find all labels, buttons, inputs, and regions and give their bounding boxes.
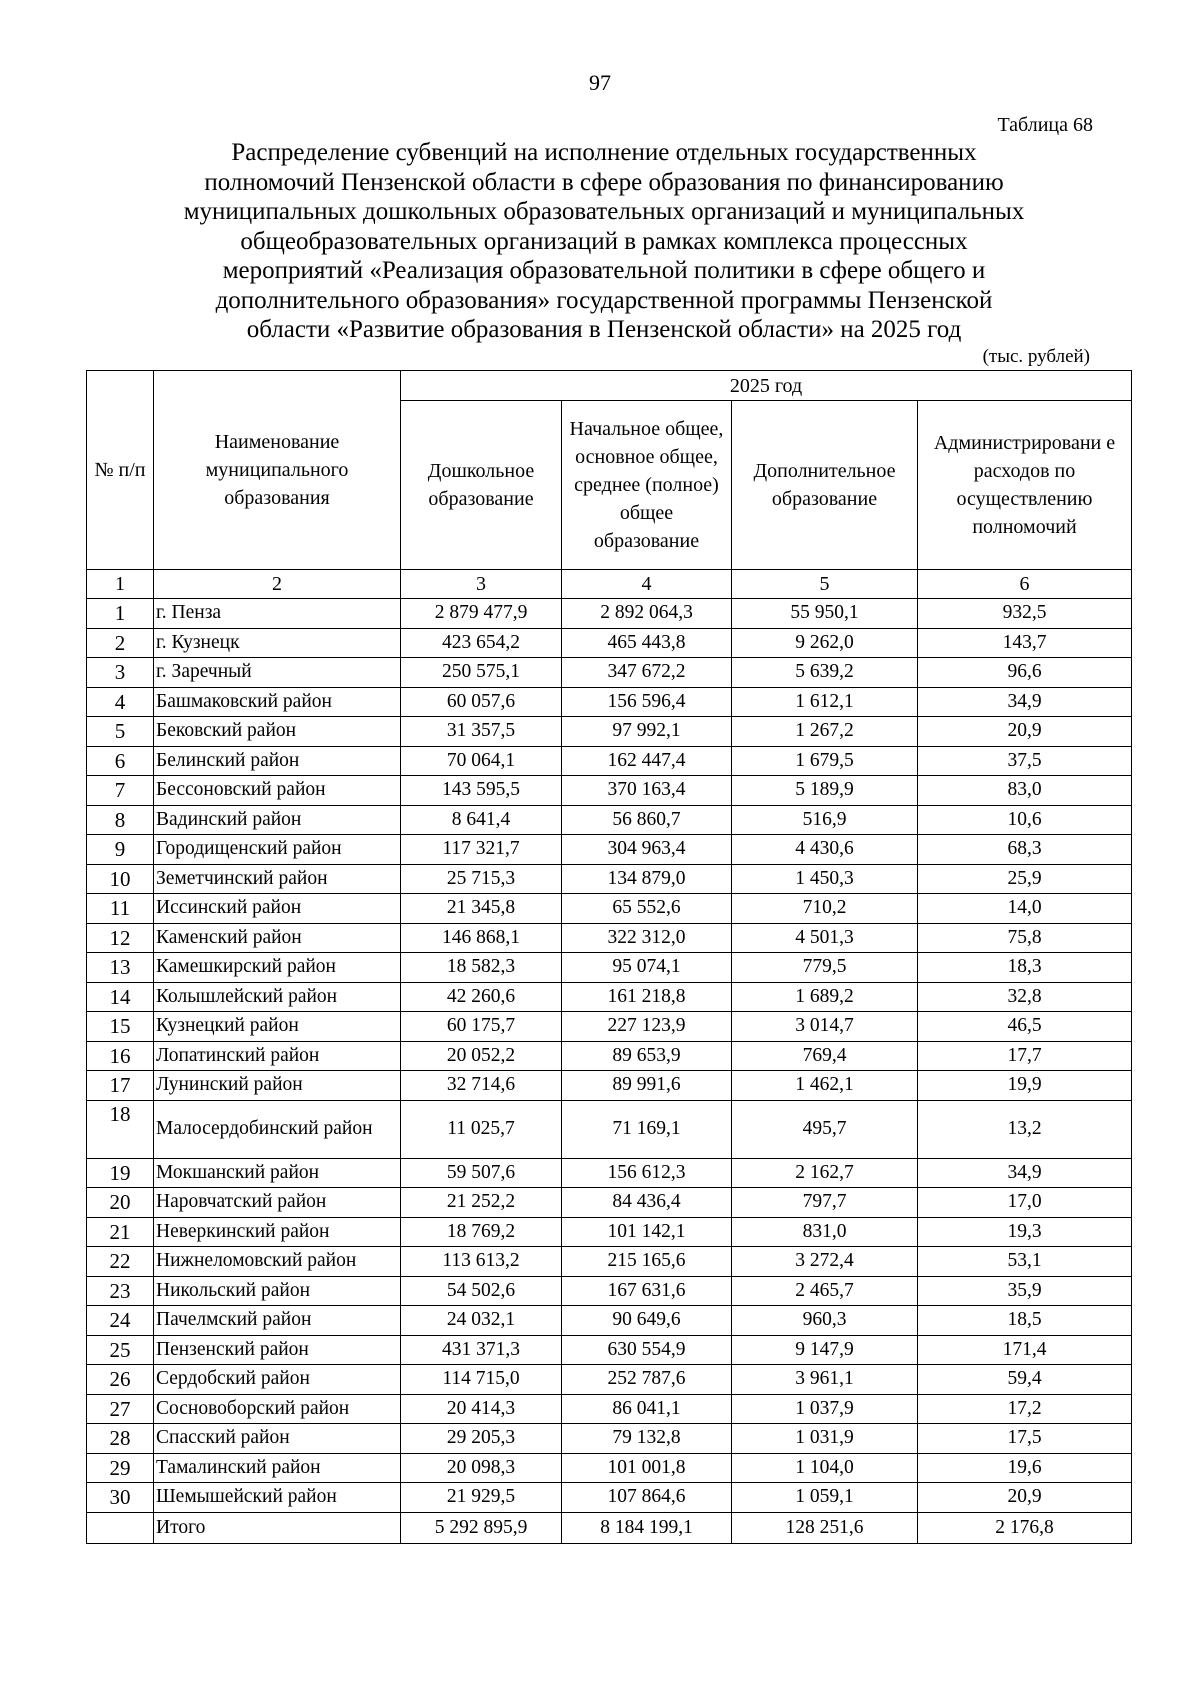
- municipality-name: Пачелмский район: [154, 1306, 401, 1336]
- row-number: 24: [87, 1306, 154, 1336]
- column-number: 6: [918, 570, 1132, 599]
- column-number: 4: [562, 570, 732, 599]
- additional-value: 9 262,0: [732, 628, 918, 658]
- table-row: [87, 982, 1132, 1012]
- row-number: 9: [87, 835, 154, 865]
- total-label: Итого: [154, 1512, 401, 1543]
- administration-value: 18,3: [918, 953, 1132, 983]
- general-value: 95 074,1: [562, 953, 732, 983]
- table-row: [87, 746, 1132, 776]
- general-value: 347 672,2: [562, 658, 732, 688]
- header-name: Наименование муниципального образования: [154, 371, 401, 570]
- additional-value: 2 162,7: [732, 1158, 918, 1188]
- document-title: [88, 138, 1120, 345]
- row-number: 17: [87, 1071, 154, 1101]
- preschool-value: 54 502,6: [401, 1276, 562, 1306]
- administration-value: 34,9: [918, 1158, 1132, 1188]
- municipality-name: Неверкинский район: [154, 1217, 401, 1247]
- general-value: 107 864,6: [562, 1483, 732, 1513]
- municipality-name: Тамалинский район: [154, 1453, 401, 1483]
- title-line: Распределение субвенций на исполнение отдельных государственных: [231, 139, 977, 166]
- municipality-name: Лунинский район: [154, 1071, 401, 1101]
- administration-value: 96,6: [918, 658, 1132, 688]
- additional-value: 1 612,1: [732, 687, 918, 717]
- municipality-name: Наровчатский район: [154, 1188, 401, 1218]
- general-value: 134 879,0: [562, 864, 732, 894]
- row-number: 23: [87, 1276, 154, 1306]
- table-row: [87, 1394, 1132, 1424]
- additional-value: 4 430,6: [732, 835, 918, 865]
- additional-value: 495,7: [732, 1100, 918, 1158]
- additional-value: 960,3: [732, 1306, 918, 1336]
- title-line: области «Развитие образования в Пензенской области» на 2025 год: [246, 316, 962, 343]
- preschool-value: 113 613,2: [401, 1247, 562, 1277]
- title-line: общеобразовательных организаций в рамках комплекса процессных: [240, 227, 968, 255]
- table-row: [87, 953, 1132, 983]
- municipality-name: г. Пенза: [154, 599, 401, 629]
- column-number: 2: [154, 570, 401, 599]
- table-row: [87, 1424, 1132, 1454]
- municipality-name: Бессоновский район: [154, 776, 401, 806]
- municipality-name: Никольский район: [154, 1276, 401, 1306]
- municipality-name: Белинский район: [154, 746, 401, 776]
- administration-value: 83,0: [918, 776, 1132, 806]
- table-row: [87, 628, 1132, 658]
- title-line: мероприятий «Реализация образовательной политики в сфере общего и: [222, 257, 986, 284]
- header-row-year: [87, 371, 1132, 401]
- row-number: 5: [87, 717, 154, 747]
- column-number: 1: [87, 570, 154, 599]
- general-value: 630 554,9: [562, 1335, 732, 1365]
- units-note: (тыс. рублей): [982, 346, 1090, 367]
- preschool-value: 60 175,7: [401, 1012, 562, 1042]
- administration-value: 46,5: [918, 1012, 1132, 1042]
- additional-value: 3 272,4: [732, 1247, 918, 1277]
- row-number: 11: [87, 894, 154, 924]
- administration-value: 932,5: [918, 599, 1132, 629]
- preschool-value: 2 879 477,9: [401, 599, 562, 629]
- administration-value: 53,1: [918, 1247, 1132, 1277]
- general-value: 89 653,9: [562, 1041, 732, 1071]
- row-number: 10: [87, 864, 154, 894]
- row-number: 2: [87, 628, 154, 658]
- municipality-name: г. Кузнецк: [154, 628, 401, 658]
- table-row: [87, 1041, 1132, 1071]
- additional-value: 3 014,7: [732, 1012, 918, 1042]
- title-line: муниципальных дошкольных образовательных организаций и муниципальных: [183, 198, 1025, 225]
- table-row: [87, 776, 1132, 806]
- total-num-cell: [87, 1512, 154, 1543]
- municipality-name: Городищенский район: [154, 835, 401, 865]
- administration-value: 10,6: [918, 805, 1132, 835]
- municipality-name: Сердобский район: [154, 1365, 401, 1395]
- total-administration: 2 176,8: [918, 1512, 1132, 1543]
- general-value: 79 132,8: [562, 1424, 732, 1454]
- row-number: 25: [87, 1335, 154, 1365]
- row-number: 28: [87, 1424, 154, 1454]
- table-label: Таблица 68: [997, 114, 1093, 136]
- general-value: 252 787,6: [562, 1365, 732, 1395]
- administration-value: 13,2: [918, 1100, 1132, 1158]
- general-value: 101 142,1: [562, 1217, 732, 1247]
- preschool-value: 250 575,1: [401, 658, 562, 688]
- preschool-value: 117 321,7: [401, 835, 562, 865]
- row-number: 22: [87, 1247, 154, 1277]
- preschool-value: 21 345,8: [401, 894, 562, 924]
- total-row: [87, 1512, 1132, 1543]
- municipality-name: Камешкирский район: [154, 953, 401, 983]
- municipality-name: Иссинский район: [154, 894, 401, 924]
- administration-value: 19,3: [918, 1217, 1132, 1247]
- row-number: 1: [87, 599, 154, 629]
- table-row: [87, 1188, 1132, 1218]
- municipality-name: Малосердобинский район: [154, 1100, 401, 1158]
- header-general: Начальное общее, основное общее, среднее (полное) общее образование: [562, 401, 732, 570]
- table-row: [87, 1247, 1132, 1277]
- table-row: [87, 1217, 1132, 1247]
- municipality-name: Земетчинский район: [154, 864, 401, 894]
- additional-value: 1 450,3: [732, 864, 918, 894]
- administration-value: 17,2: [918, 1394, 1132, 1424]
- row-number: 20: [87, 1188, 154, 1218]
- total-preschool: 5 292 895,9: [401, 1512, 562, 1543]
- table-row: [87, 687, 1132, 717]
- administration-value: 34,9: [918, 687, 1132, 717]
- general-value: 167 631,6: [562, 1276, 732, 1306]
- preschool-value: 20 052,2: [401, 1041, 562, 1071]
- row-number: 27: [87, 1394, 154, 1424]
- municipality-name: Пензенский район: [154, 1335, 401, 1365]
- row-number: 30: [87, 1483, 154, 1513]
- additional-value: 1 689,2: [732, 982, 918, 1012]
- row-number: 4: [87, 687, 154, 717]
- municipality-name: Шемышейский район: [154, 1483, 401, 1513]
- header-additional: Дополнительное образование: [732, 401, 918, 570]
- table-row: [87, 599, 1132, 629]
- table-row: [87, 805, 1132, 835]
- administration-value: 18,5: [918, 1306, 1132, 1336]
- additional-value: 9 147,9: [732, 1335, 918, 1365]
- additional-value: 1 104,0: [732, 1453, 918, 1483]
- preschool-value: 423 654,2: [401, 628, 562, 658]
- general-value: 84 436,4: [562, 1188, 732, 1218]
- general-value: 2 892 064,3: [562, 599, 732, 629]
- preschool-value: 18 769,2: [401, 1217, 562, 1247]
- general-value: 101 001,8: [562, 1453, 732, 1483]
- row-number: 18: [87, 1100, 154, 1158]
- additional-value: 2 465,7: [732, 1276, 918, 1306]
- subsidy-table: [86, 370, 1132, 1544]
- municipality-name: Нижнеломовский район: [154, 1247, 401, 1277]
- general-value: 97 992,1: [562, 717, 732, 747]
- administration-value: 32,8: [918, 982, 1132, 1012]
- administration-value: 171,4: [918, 1335, 1132, 1365]
- total-additional: 128 251,6: [732, 1512, 918, 1543]
- administration-value: 35,9: [918, 1276, 1132, 1306]
- preschool-value: 21 929,5: [401, 1483, 562, 1513]
- preschool-value: 31 357,5: [401, 717, 562, 747]
- row-number: 21: [87, 1217, 154, 1247]
- additional-value: 55 950,1: [732, 599, 918, 629]
- general-value: 322 312,0: [562, 923, 732, 953]
- general-value: 89 991,6: [562, 1071, 732, 1101]
- table-row: [87, 1012, 1132, 1042]
- preschool-value: 59 507,6: [401, 1158, 562, 1188]
- preschool-value: 114 715,0: [401, 1365, 562, 1395]
- table-row: [87, 658, 1132, 688]
- preschool-value: 29 205,3: [401, 1424, 562, 1454]
- preschool-value: 431 371,3: [401, 1335, 562, 1365]
- row-number: 14: [87, 982, 154, 1012]
- general-value: 215 165,6: [562, 1247, 732, 1277]
- additional-value: 516,9: [732, 805, 918, 835]
- table-row: [87, 717, 1132, 747]
- municipality-name: Башмаковский район: [154, 687, 401, 717]
- row-number: 26: [87, 1365, 154, 1395]
- general-value: 65 552,6: [562, 894, 732, 924]
- administration-value: 17,7: [918, 1041, 1132, 1071]
- administration-value: 14,0: [918, 894, 1132, 924]
- preschool-value: 42 260,6: [401, 982, 562, 1012]
- additional-value: 1 031,9: [732, 1424, 918, 1454]
- column-number-row: [87, 570, 1132, 599]
- municipality-name: Мокшанский район: [154, 1158, 401, 1188]
- administration-value: 20,9: [918, 1483, 1132, 1513]
- preschool-value: 20 414,3: [401, 1394, 562, 1424]
- header-num: № п/п: [87, 371, 154, 570]
- administration-value: 20,9: [918, 717, 1132, 747]
- preschool-value: 60 057,6: [401, 687, 562, 717]
- general-value: 161 218,8: [562, 982, 732, 1012]
- preschool-value: 18 582,3: [401, 953, 562, 983]
- additional-value: 710,2: [732, 894, 918, 924]
- table-row: [87, 1158, 1132, 1188]
- title-line: дополнительного образования» государственной программы Пензенской: [215, 286, 993, 314]
- additional-value: 831,0: [732, 1217, 918, 1247]
- column-number: 5: [732, 570, 918, 599]
- header-preschool: Дошкольное образование: [401, 401, 562, 570]
- table-row: [87, 923, 1132, 953]
- preschool-value: 25 715,3: [401, 864, 562, 894]
- administration-value: 19,9: [918, 1071, 1132, 1101]
- additional-value: 1 679,5: [732, 746, 918, 776]
- general-value: 370 163,4: [562, 776, 732, 806]
- municipality-name: Лопатинский район: [154, 1041, 401, 1071]
- row-number: 6: [87, 746, 154, 776]
- administration-value: 68,3: [918, 835, 1132, 865]
- general-value: 90 649,6: [562, 1306, 732, 1336]
- table-row: [87, 1100, 1132, 1158]
- additional-value: 4 501,3: [732, 923, 918, 953]
- table-row: [87, 864, 1132, 894]
- administration-value: 19,6: [918, 1453, 1132, 1483]
- table-row: [87, 1483, 1132, 1513]
- municipality-name: Вадинский район: [154, 805, 401, 835]
- row-number: 16: [87, 1041, 154, 1071]
- preschool-value: 32 714,6: [401, 1071, 562, 1101]
- page-number: 97: [589, 70, 611, 95]
- row-number: 13: [87, 953, 154, 983]
- preschool-value: 143 595,5: [401, 776, 562, 806]
- preschool-value: 8 641,4: [401, 805, 562, 835]
- municipality-name: Каменский район: [154, 923, 401, 953]
- administration-value: 75,8: [918, 923, 1132, 953]
- preschool-value: 146 868,1: [401, 923, 562, 953]
- administration-value: 17,5: [918, 1424, 1132, 1454]
- header-administration: Администрировани е расходов по осуществлению полномочий: [918, 401, 1132, 570]
- general-value: 86 041,1: [562, 1394, 732, 1424]
- municipality-name: Бековский район: [154, 717, 401, 747]
- municipality-name: Спасский район: [154, 1424, 401, 1454]
- additional-value: 1 462,1: [732, 1071, 918, 1101]
- additional-value: 1 267,2: [732, 717, 918, 747]
- table-row: [87, 894, 1132, 924]
- additional-value: 1 059,1: [732, 1483, 918, 1513]
- municipality-name: Колышлейский район: [154, 982, 401, 1012]
- row-number: 12: [87, 923, 154, 953]
- general-value: 56 860,7: [562, 805, 732, 835]
- preschool-value: 24 032,1: [401, 1306, 562, 1336]
- general-value: 162 447,4: [562, 746, 732, 776]
- general-value: 71 169,1: [562, 1100, 732, 1158]
- row-number: 8: [87, 805, 154, 835]
- administration-value: 143,7: [918, 628, 1132, 658]
- header-year: 2025 год: [401, 371, 1132, 401]
- row-number: 29: [87, 1453, 154, 1483]
- administration-value: 37,5: [918, 746, 1132, 776]
- table-row: [87, 835, 1132, 865]
- additional-value: 5 639,2: [732, 658, 918, 688]
- general-value: 227 123,9: [562, 1012, 732, 1042]
- municipality-name: г. Заречный: [154, 658, 401, 688]
- table-body: [87, 599, 1132, 1513]
- row-number: 7: [87, 776, 154, 806]
- municipality-name: Кузнецкий район: [154, 1012, 401, 1042]
- general-value: 465 443,8: [562, 628, 732, 658]
- additional-value: 797,7: [732, 1188, 918, 1218]
- table-row: [87, 1306, 1132, 1336]
- general-value: 156 596,4: [562, 687, 732, 717]
- general-value: 304 963,4: [562, 835, 732, 865]
- row-number: 15: [87, 1012, 154, 1042]
- additional-value: 769,4: [732, 1041, 918, 1071]
- municipality-name: Сосновоборский район: [154, 1394, 401, 1424]
- table-row: [87, 1453, 1132, 1483]
- administration-value: 17,0: [918, 1188, 1132, 1218]
- preschool-value: 20 098,3: [401, 1453, 562, 1483]
- additional-value: 3 961,1: [732, 1365, 918, 1395]
- administration-value: 25,9: [918, 864, 1132, 894]
- table-row: [87, 1335, 1132, 1365]
- preschool-value: 70 064,1: [401, 746, 562, 776]
- preschool-value: 21 252,2: [401, 1188, 562, 1218]
- preschool-value: 11 025,7: [401, 1100, 562, 1158]
- column-number: 3: [401, 570, 562, 599]
- table-row: [87, 1071, 1132, 1101]
- general-value: 156 612,3: [562, 1158, 732, 1188]
- additional-value: 779,5: [732, 953, 918, 983]
- additional-value: 5 189,9: [732, 776, 918, 806]
- additional-value: 1 037,9: [732, 1394, 918, 1424]
- administration-value: 59,4: [918, 1365, 1132, 1395]
- table-row: [87, 1276, 1132, 1306]
- table-row: [87, 1365, 1132, 1395]
- total-general: 8 184 199,1: [562, 1512, 732, 1543]
- row-number: 19: [87, 1158, 154, 1188]
- row-number: 3: [87, 658, 154, 688]
- title-line: полномочий Пензенской области в сфере образования по финансированию: [204, 168, 1004, 196]
